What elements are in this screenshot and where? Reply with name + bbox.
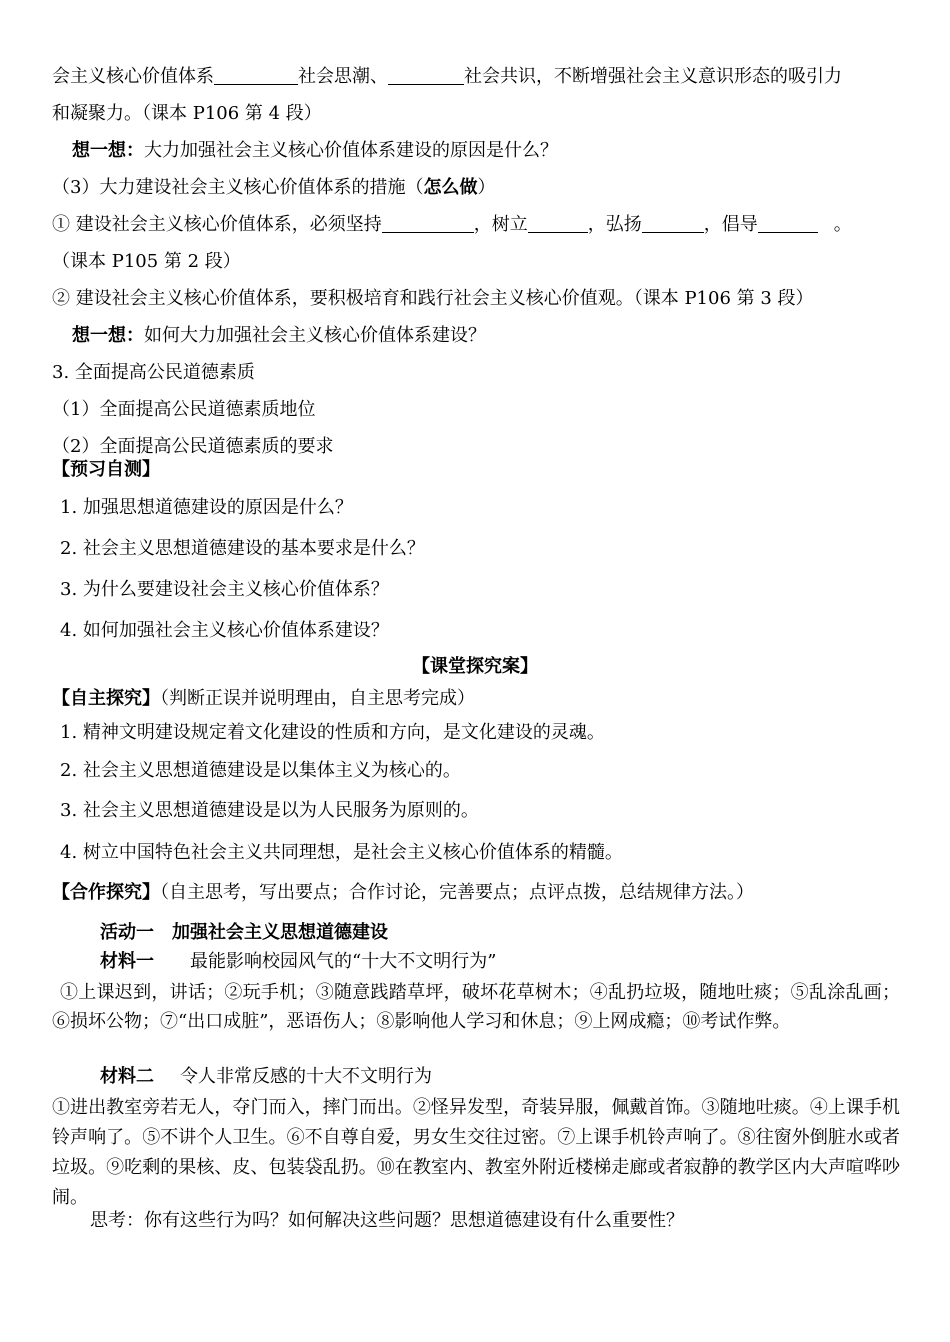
preview-heading: 【预习自测】 — [52, 459, 160, 480]
think-prompt-2 — [72, 325, 486, 348]
fill-blank[interactable] — [382, 214, 474, 233]
fill-blank[interactable] — [528, 214, 588, 233]
material-1-title — [100, 951, 496, 974]
material-label: 材料一 — [100, 951, 154, 972]
preview-item: 3. 为什么要建设社会主义核心价值体系？ — [60, 579, 389, 600]
think-label: 想一想： — [72, 325, 144, 346]
measure-2: ② 建设社会主义核心价值体系，要积极培育和践行社会主义核心价值观。（课本 P106 第 3 段） — [52, 288, 814, 309]
measure-1 — [52, 214, 852, 237]
self-explore-item: 2. 社会主义思想道德建设是以集体主义为核心的。 — [60, 760, 461, 781]
preview-item: 1. 加强思想道德建设的原因是什么？ — [60, 497, 353, 518]
activity-1-title: 活动一 加强社会主义思想道德建设 — [100, 922, 388, 943]
heading-emphasis: 怎么做 — [423, 177, 478, 198]
section-note: （判断正误并说明理由，自主思考完成） — [160, 688, 475, 709]
measures-heading — [52, 177, 495, 200]
text-segment: ① 建设社会主义核心价值体系，必须坚持 — [52, 214, 382, 235]
fill-blank[interactable] — [214, 66, 298, 85]
preview-item: 4. 如何加强社会主义核心价值体系建设？ — [60, 620, 389, 641]
material-1-text: ①上课迟到，讲话；②玩手机；③随意践踏草坪，破坏花草树木；④乱扔垃圾，随地吐痰；⑤乱涂乱画；⑥损坏公物；⑦“出口成脏”，恶语伤人；⑧影响他人学习和休息；⑨上网成瘾；⑩考试作弊。 — [52, 982, 900, 1032]
text-line-core-values — [52, 66, 842, 89]
fill-blank[interactable] — [388, 66, 464, 85]
self-explore-item: 3. 社会主义思想道德建设是以为人民服务为原则的。 — [60, 800, 479, 821]
material-title: 最能影响校园风气的“十大不文明行为” — [190, 951, 497, 972]
measure-1-reference: （课本 P105 第 2 段） — [52, 251, 241, 272]
think-label: 想一想： — [72, 140, 144, 161]
think-text: 如何大力加强社会主义核心价值体系建设？ — [144, 325, 486, 346]
fill-blank[interactable] — [758, 214, 818, 233]
material-2-text: ①进出教室旁若无人，夺门而入，摔门而出。②怪异发型，奇装异服，佩戴首饰。③随地吐痰。④上课手机铃声响了。⑤不讲个人卫生。⑥不自尊自爱，男女生交往过密。⑦上课手机铃声响了。⑧往窗外倒脏水或者垃圾。⑨吃剩的果核、皮、包装袋乱扔。⑩在教室内、教室外附近楼梯走廊或者寂静的教学区内大声喧哗吵闹。 — [52, 1097, 900, 1208]
self-explore-item: 4. 树立中国特色社会主义共同理想，是社会主义核心价值体系的精髓。 — [60, 842, 623, 863]
text-segment: ，树立 — [473, 214, 528, 235]
text-segment: 社会共识，不断增强社会主义意识形态的吸引力 — [464, 66, 842, 87]
section-3-2: （2）全面提高公民道德素质的要求 — [52, 436, 334, 457]
self-explore-heading — [52, 688, 475, 711]
text-segment: 社会思潮、 — [298, 66, 388, 87]
section-3-heading: 3. 全面提高公民道德素质 — [52, 362, 255, 383]
preview-item: 2. 社会主义思想道德建设的基本要求是什么？ — [60, 538, 425, 559]
section-label: 【合作探究】 — [52, 882, 160, 903]
text-segment: ，倡导 — [703, 214, 758, 235]
section-3-1: （1）全面提高公民道德素质地位 — [52, 399, 316, 420]
think-prompt-1 — [72, 140, 558, 163]
text-line-reference: 和凝聚力。（课本 P106 第 4 段） — [52, 103, 322, 124]
text-segment: ，弘扬 — [587, 214, 642, 235]
think-prompt-3: 思考：你有这些行为吗？如何解决这些问题？思想道德建设有什么重要性？ — [90, 1210, 684, 1231]
material-title: 令人非常反感的十大不文明行为 — [180, 1066, 432, 1087]
material-label: 材料二 — [100, 1066, 154, 1087]
text-segment: 会主义核心价值体系 — [52, 66, 214, 87]
fill-blank[interactable] — [642, 214, 704, 233]
self-explore-item: 1. 精神文明建设规定着文化建设的性质和方向，是文化建设的灵魂。 — [60, 722, 605, 743]
coop-explore-heading — [52, 882, 754, 905]
class-explore-heading: 【课堂探究案】 — [412, 656, 538, 677]
section-label: 【自主探究】 — [52, 688, 160, 709]
section-note: （自主思考，写出要点；合作讨论，完善要点；点评点拨，总结规律方法。） — [160, 882, 754, 903]
heading-text: （3）大力建设社会主义核心价值体系的措施（ — [52, 177, 424, 198]
heading-close: ） — [477, 177, 496, 198]
material-2-title — [100, 1066, 432, 1089]
text-segment: 。 — [833, 214, 852, 235]
think-text: 大力加强社会主义核心价值体系建设的原因是什么？ — [144, 140, 558, 161]
